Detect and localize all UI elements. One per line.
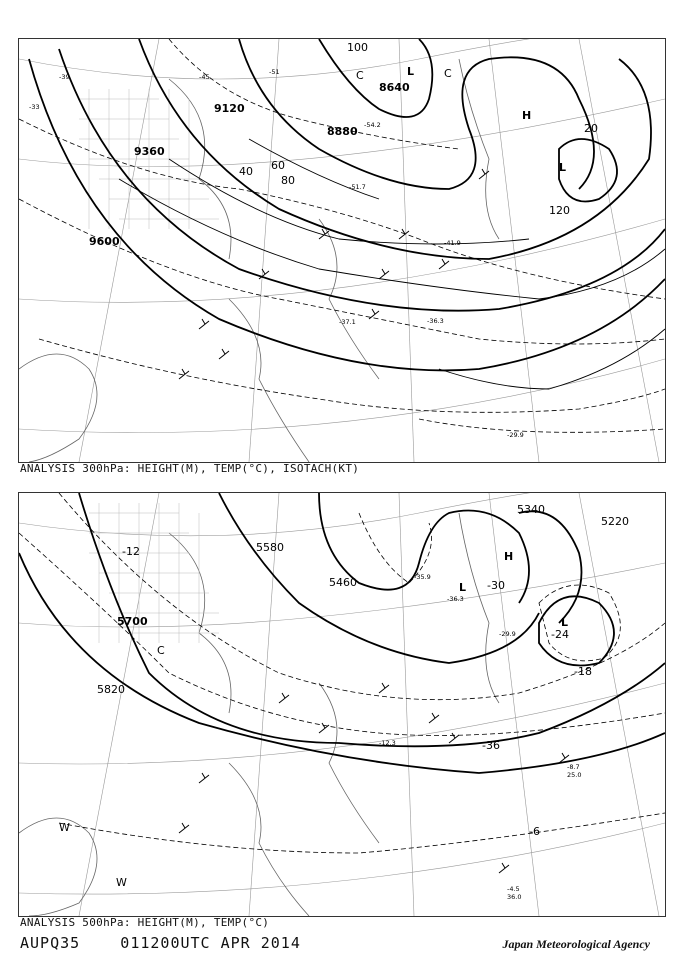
obs-value: 36.0 [507, 893, 522, 901]
temp-label: -39 [59, 73, 70, 81]
temp-label: -51.7 [349, 183, 366, 191]
height-label: 8640 [379, 81, 410, 94]
caption-500hpa: ANALYSIS 500hPa: HEIGHT(M), TEMP(°C) [20, 916, 270, 929]
obs-value: -35.9 [414, 573, 431, 581]
isotachs [119, 139, 665, 389]
low-pressure-symbol: L [407, 65, 415, 78]
height-label: 8880 [327, 125, 358, 138]
height-label: 5820 [97, 683, 125, 696]
wind-barbs [179, 169, 489, 379]
obs-value: 25.0 [567, 771, 582, 779]
coastline [19, 59, 499, 462]
height-label: 5460 [329, 576, 357, 589]
obs-value: -8.7 [567, 763, 580, 771]
temp-label: -51 [269, 68, 280, 76]
temp-label: -36 [482, 739, 500, 752]
graticule [19, 39, 665, 462]
height-label: 5700 [117, 615, 148, 628]
temp-label: -18 [574, 665, 592, 678]
isotach-label: 40 [239, 165, 253, 178]
high-pressure-symbol: H [522, 109, 532, 122]
obs-value: -29.9 [499, 630, 516, 638]
obs-value: -4.5 [507, 885, 520, 893]
obs-value: -36.3 [447, 595, 464, 603]
map-300hpa [18, 38, 666, 463]
temp-label: -37.1 [339, 318, 356, 326]
height-label: 5580 [256, 541, 284, 554]
warm-symbol: W [59, 821, 70, 834]
isotach-label: 80 [281, 174, 295, 187]
temp-label: -30 [487, 579, 505, 592]
low-pressure-symbol: L [459, 581, 467, 594]
cold-symbol: C [444, 67, 452, 80]
temp-label: -24 [551, 628, 569, 641]
isotach-label: 60 [271, 159, 285, 172]
hatch [79, 89, 219, 229]
height-label: 9360 [134, 145, 165, 158]
product-code: AUPQ35 011200UTC APR 2014 [20, 934, 301, 952]
temp-label: -12 [122, 545, 140, 558]
agency-name: Japan Meteorological Agency [502, 937, 650, 951]
height-label: 9120 [214, 102, 245, 115]
height-label: 9600 [89, 235, 120, 248]
wind-barbs [179, 683, 569, 873]
temp-label: -36.3 [427, 317, 444, 325]
high-pressure-symbol: H [504, 550, 514, 563]
obs-value: -12.3 [379, 739, 396, 747]
temp-label: -41.9 [444, 239, 461, 247]
low-pressure-symbol: L [561, 616, 569, 629]
cold-symbol: C [356, 69, 364, 82]
temp-label: -6 [529, 825, 540, 838]
map-500hpa [18, 492, 666, 917]
warm-symbol: W [116, 876, 127, 889]
temp-label: -45 [199, 73, 210, 81]
temp-label: -29.9 [507, 431, 524, 439]
temp-label: -33 [29, 103, 40, 111]
isotach-label: 120 [549, 204, 570, 217]
caption-300hpa: ANALYSIS 300hPa: HEIGHT(M), TEMP(°C), ISOTACH(KT) [20, 462, 360, 475]
height-label: 5220 [601, 515, 629, 528]
isotach-label: 100 [347, 41, 368, 54]
cold-symbol: C [157, 644, 165, 657]
height-label: 5340 [517, 503, 545, 516]
isotach-label: 20 [584, 122, 598, 135]
low-pressure-symbol: L [559, 161, 567, 174]
temperature-contours [19, 493, 665, 853]
temp-label: -54.2 [364, 121, 381, 129]
